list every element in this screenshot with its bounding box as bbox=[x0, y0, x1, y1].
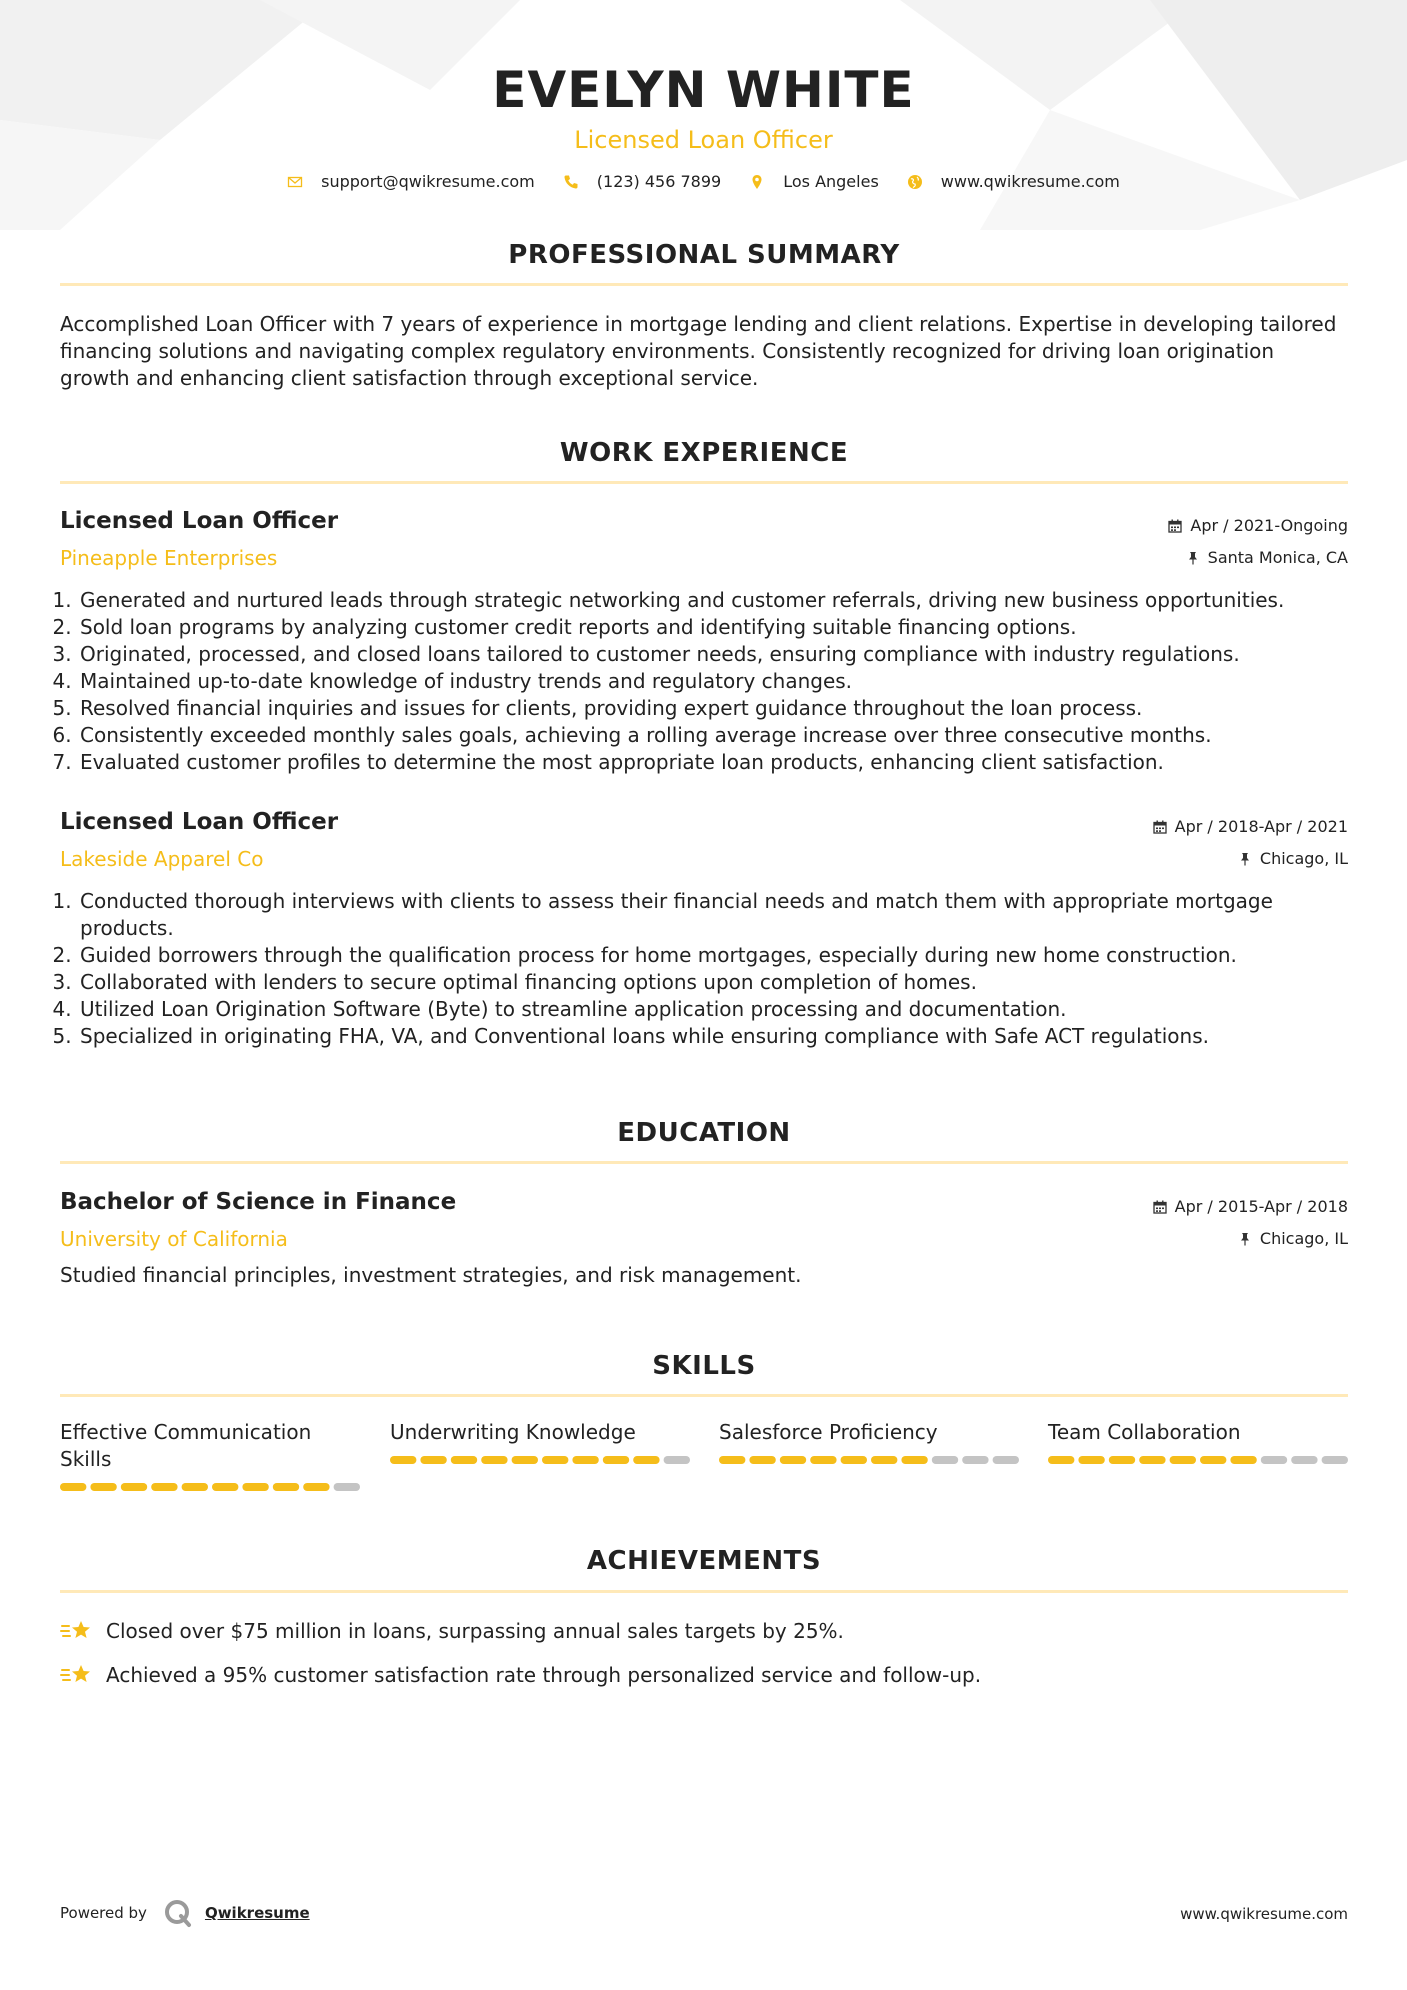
skill-segment-filled bbox=[60, 1483, 86, 1491]
skill-segment-filled bbox=[151, 1483, 177, 1491]
education-heading: EDUCATION bbox=[617, 1118, 791, 1148]
skill-segment-filled bbox=[481, 1456, 507, 1464]
list-item: 2. Guided borrowers through the qualification process for home mortgages, especially during new home construction. bbox=[78, 942, 1368, 969]
calendar-icon bbox=[1168, 519, 1182, 533]
education-dates-text: Apr / 2015-Apr / 2018 bbox=[1174, 1197, 1348, 1216]
skill-segment-empty bbox=[962, 1456, 988, 1464]
skill-segment-empty bbox=[664, 1456, 690, 1464]
list-item: 1. Conducted thorough interviews with clients to assess their financial needs and match them with appropriate mortgage products. bbox=[78, 888, 1368, 942]
map-pin-icon bbox=[749, 174, 765, 190]
candidate-name: EVELYN WHITE bbox=[492, 61, 915, 119]
contact-phone[interactable] bbox=[563, 172, 721, 191]
shooting-star-icon bbox=[60, 1616, 94, 1646]
skill-rating-bar bbox=[1048, 1456, 1348, 1464]
list-item: 4. Maintained up-to-date knowledge of industry trends and regulatory changes. bbox=[78, 668, 1368, 695]
pushpin-icon bbox=[1238, 852, 1252, 866]
contact-website[interactable] bbox=[907, 172, 1120, 191]
skill-name: Underwriting Knowledge bbox=[390, 1420, 636, 1444]
contact-email-text: support@qwikresume.com bbox=[321, 172, 535, 191]
achievements-divider bbox=[60, 1590, 1348, 1593]
skill-item bbox=[390, 1419, 690, 1473]
skill-segment-filled bbox=[572, 1456, 598, 1464]
skill-item bbox=[1048, 1419, 1348, 1473]
skill-segment-filled bbox=[871, 1456, 897, 1464]
education-location-text: Chicago, IL bbox=[1259, 1229, 1348, 1248]
job-2-location-text: Chicago, IL bbox=[1259, 849, 1348, 868]
shooting-star-icon bbox=[60, 1660, 94, 1690]
qwikresume-link[interactable]: Qwikresume bbox=[204, 1904, 310, 1922]
skill-segment-filled bbox=[212, 1483, 238, 1491]
summary-divider bbox=[60, 283, 1348, 286]
calendar-icon bbox=[1153, 1200, 1167, 1214]
skill-segment-empty bbox=[1261, 1456, 1287, 1464]
achievement-text: Achieved a 95% customer satisfaction rate through personalized service and follow-up. bbox=[106, 1663, 982, 1687]
globe-icon bbox=[907, 174, 923, 190]
skills-divider bbox=[60, 1394, 1348, 1397]
skill-segment-empty bbox=[334, 1483, 360, 1491]
calendar-icon bbox=[1153, 820, 1167, 834]
achievement-text: Closed over $75 million in loans, surpassing annual sales targets by 25%. bbox=[106, 1619, 844, 1643]
phone-icon bbox=[563, 174, 579, 190]
job-1-bullets bbox=[60, 587, 1368, 776]
list-item: 5. Resolved financial inquiries and issues for clients, providing expert guidance throughout the loan process. bbox=[78, 695, 1368, 722]
envelope-icon bbox=[287, 174, 303, 190]
list-item: 3. Collaborated with lenders to secure optimal financing options upon completion of homes. bbox=[78, 969, 1368, 996]
pushpin-icon bbox=[1186, 551, 1200, 565]
skill-item bbox=[719, 1419, 1019, 1473]
summary-heading: PROFESSIONAL SUMMARY bbox=[508, 240, 900, 270]
skill-segment-filled bbox=[390, 1456, 416, 1464]
job-2-location bbox=[1238, 848, 1348, 870]
achievement-item bbox=[60, 1616, 844, 1646]
skill-segment-filled bbox=[420, 1456, 446, 1464]
pushpin-icon bbox=[1238, 1232, 1252, 1246]
skill-segment-empty bbox=[993, 1456, 1019, 1464]
skill-segment-filled bbox=[90, 1483, 116, 1491]
powered-by-label: Powered by bbox=[60, 1904, 147, 1922]
list-item: 6. Consistently exceeded monthly sales goals, achieving a rolling average increase over three consecutive months. bbox=[78, 722, 1368, 749]
experience-heading: WORK EXPERIENCE bbox=[559, 438, 849, 468]
job-1-company: Pineapple Enterprises bbox=[60, 546, 278, 570]
job-1-dates-text: Apr / 2021-Ongoing bbox=[1190, 516, 1348, 535]
skills-heading: SKILLS bbox=[652, 1351, 756, 1381]
achievement-item bbox=[60, 1660, 981, 1690]
skill-segment-filled bbox=[780, 1456, 806, 1464]
skill-segment-filled bbox=[1230, 1456, 1256, 1464]
skill-segment-filled bbox=[512, 1456, 538, 1464]
skill-segment-filled bbox=[1139, 1456, 1165, 1464]
skill-segment-filled bbox=[242, 1483, 268, 1491]
job-2-company: Lakeside Apparel Co bbox=[60, 847, 264, 871]
skill-segment-filled bbox=[451, 1456, 477, 1464]
skill-segment-filled bbox=[1200, 1456, 1226, 1464]
list-item: 3. Originated, processed, and closed loans tailored to customer needs, ensuring compliance with industry regulations. bbox=[78, 641, 1368, 668]
skill-rating-bar bbox=[60, 1483, 360, 1491]
achievements-heading: ACHIEVEMENTS bbox=[586, 1546, 822, 1576]
resume-header bbox=[0, 58, 1407, 156]
skill-segment-filled bbox=[1170, 1456, 1196, 1464]
contact-location bbox=[749, 172, 879, 191]
education-school: University of California bbox=[60, 1227, 288, 1251]
skill-segment-filled bbox=[1048, 1456, 1074, 1464]
footer-powered-by bbox=[60, 1898, 310, 1928]
skill-segment-empty bbox=[1291, 1456, 1317, 1464]
skill-item bbox=[60, 1419, 360, 1473]
skill-rating-bar bbox=[719, 1456, 1019, 1464]
skill-name: Effective Communication Skills bbox=[60, 1420, 312, 1471]
list-item: 1. Generated and nurtured leads through strategic networking and customer referrals, driving new business opportunities. bbox=[78, 587, 1368, 614]
job-1-location bbox=[1186, 547, 1348, 569]
list-item: 4. Utilized Loan Origination Software (Byte) to streamline application processing and documentation. bbox=[78, 996, 1368, 1023]
job-1-location-text: Santa Monica, CA bbox=[1207, 548, 1348, 567]
education-degree: Bachelor of Science in Finance bbox=[60, 1189, 457, 1215]
skill-rating-bar bbox=[390, 1456, 690, 1464]
experience-divider bbox=[60, 481, 1348, 484]
skill-segment-filled bbox=[1078, 1456, 1104, 1464]
skill-segment-empty bbox=[932, 1456, 958, 1464]
skill-segment-filled bbox=[121, 1483, 147, 1491]
list-item: 5. Specialized in originating FHA, VA, and Conventional loans while ensuring compliance with Safe ACT regulations. bbox=[78, 1023, 1368, 1050]
skill-segment-filled bbox=[901, 1456, 927, 1464]
qwikresume-logo-icon bbox=[163, 1898, 193, 1928]
candidate-title: Licensed Loan Officer bbox=[574, 126, 833, 154]
skill-segment-filled bbox=[1109, 1456, 1135, 1464]
contact-phone-text: (123) 456 7899 bbox=[596, 172, 722, 191]
contact-website-text: www.qwikresume.com bbox=[940, 172, 1120, 191]
skill-segment-filled bbox=[303, 1483, 329, 1491]
job-2-bullets bbox=[60, 888, 1368, 1050]
job-2-dates bbox=[1153, 816, 1348, 838]
skill-segment-filled bbox=[603, 1456, 629, 1464]
list-item: 2. Sold loan programs by analyzing customer credit reports and identifying suitable financing options. bbox=[78, 614, 1368, 641]
footer-website[interactable]: www.qwikresume.com bbox=[1180, 1905, 1348, 1923]
contact-email[interactable] bbox=[287, 172, 535, 191]
education-description: Studied financial principles, investment strategies, and risk management. bbox=[60, 1263, 802, 1287]
skill-segment-filled bbox=[749, 1456, 775, 1464]
job-2-role: Licensed Loan Officer bbox=[60, 809, 339, 835]
contact-bar bbox=[0, 172, 1407, 191]
skill-segment-empty bbox=[1322, 1456, 1348, 1464]
skill-segment-filled bbox=[273, 1483, 299, 1491]
summary-text: Accomplished Loan Officer with 7 years of experience in mortgage lending and client relations. Expertise in developing tailored financing solutions and navigating complex regulatory environments. Consistently recognized for driving loan origination growth and enhancing client satisfaction through exceptional service. bbox=[60, 312, 1337, 390]
contact-location-text: Los Angeles bbox=[783, 172, 879, 191]
skill-segment-filled bbox=[182, 1483, 208, 1491]
education-divider bbox=[60, 1161, 1348, 1164]
education-dates bbox=[1153, 1196, 1348, 1218]
skill-name: Salesforce Proficiency bbox=[719, 1420, 938, 1444]
skill-segment-filled bbox=[810, 1456, 836, 1464]
skill-segment-filled bbox=[841, 1456, 867, 1464]
education-location bbox=[1238, 1228, 1348, 1250]
skill-segment-filled bbox=[719, 1456, 745, 1464]
job-1-dates bbox=[1168, 515, 1348, 537]
job-1-role: Licensed Loan Officer bbox=[60, 508, 339, 534]
job-2-dates-text: Apr / 2018-Apr / 2021 bbox=[1174, 817, 1348, 836]
list-item: 7. Evaluated customer profiles to determine the most appropriate loan products, enhancing client satisfaction. bbox=[78, 749, 1368, 776]
skill-segment-filled bbox=[633, 1456, 659, 1464]
skill-segment-filled bbox=[542, 1456, 568, 1464]
skill-name: Team Collaboration bbox=[1048, 1420, 1241, 1444]
